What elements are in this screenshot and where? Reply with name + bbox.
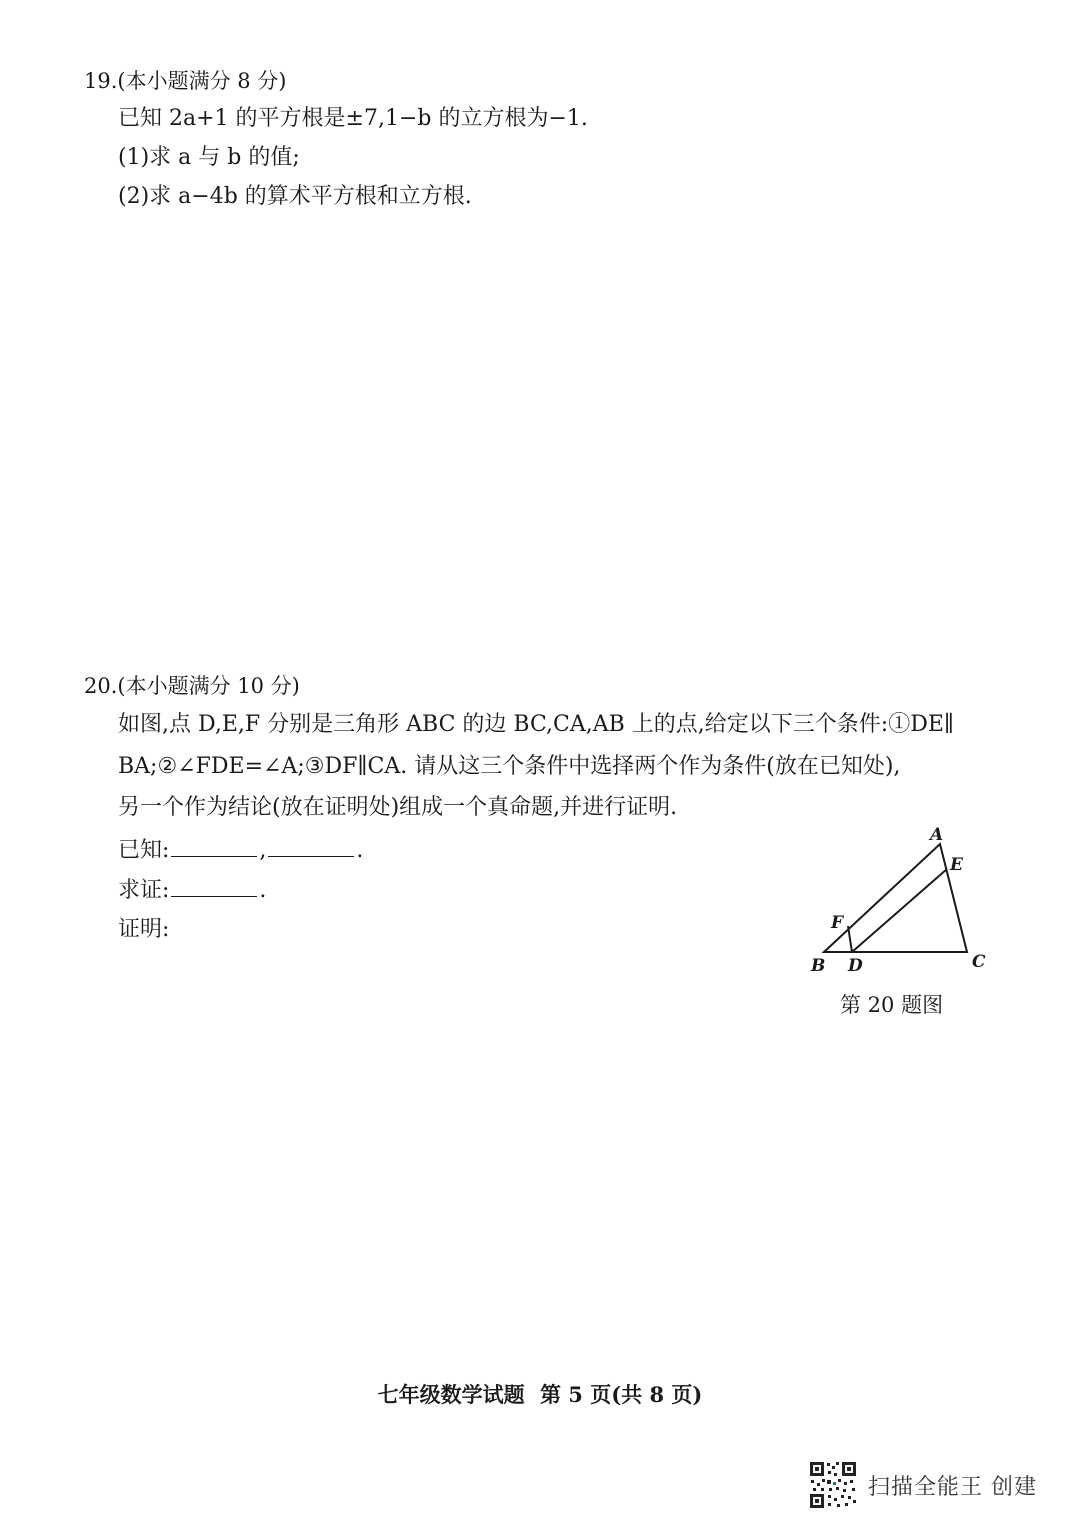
label-c: C [972, 952, 986, 972]
given-label: 已知: [118, 838, 170, 863]
qr-code-icon [808, 1460, 858, 1510]
prove-label: 求证: [118, 878, 170, 903]
q20-prove-row [118, 874, 266, 906]
page-footer [0, 1380, 1080, 1410]
q19-header: 19.(本小题满分 8 分) [84, 69, 287, 93]
triangle-abc [824, 844, 967, 952]
footer-page: 第 5 页(共 8 页) [539, 1382, 703, 1407]
q20-header: 20.(本小题满分 10 分) [84, 674, 300, 698]
q20-proof-label: 证明: [118, 917, 170, 942]
given-end: . [356, 838, 364, 863]
q20-given-row [118, 834, 363, 866]
given-blank-2[interactable] [268, 834, 354, 857]
given-separator: , [259, 838, 267, 863]
figure-caption: 第 20 题图 [840, 993, 944, 1017]
watermark-text: 扫描全能王 创建 [868, 1474, 1037, 1500]
label-b: B [811, 956, 826, 976]
label-d: D [848, 956, 863, 976]
given-blank-1[interactable] [171, 834, 257, 857]
q19-part1: (1)求 a 与 b 的值; [118, 145, 300, 170]
footer-subject: 七年级数学试题 [377, 1382, 525, 1407]
triangle-figure [800, 818, 1000, 988]
label-e: E [950, 855, 963, 875]
label-a: A [930, 825, 944, 845]
q19-part2: (2)求 a−4b 的算术平方根和立方根. [118, 184, 472, 209]
scanner-watermark [808, 1460, 1037, 1510]
prove-end: . [259, 878, 267, 903]
segment-df [848, 926, 852, 952]
q20-stem-line1: 如图,点 D,E,F 分别是三角形 ABC 的边 BC,CA,AB 上的点,给定以下三个条件:①DE∥ [118, 712, 955, 737]
q20-stem-line3: 另一个作为结论(放在证明处)组成一个真命题,并进行证明. [118, 795, 678, 820]
prove-blank[interactable] [171, 874, 257, 897]
q20-stem-line2: BA;②∠FDE=∠A;③DF∥CA. 请从这三个条件中选择两个作为条件(放在已知处), [118, 754, 901, 779]
q19-stem: 已知 2a+1 的平方根是±7,1−b 的立方根为−1. [118, 106, 588, 131]
label-f: F [831, 913, 844, 933]
